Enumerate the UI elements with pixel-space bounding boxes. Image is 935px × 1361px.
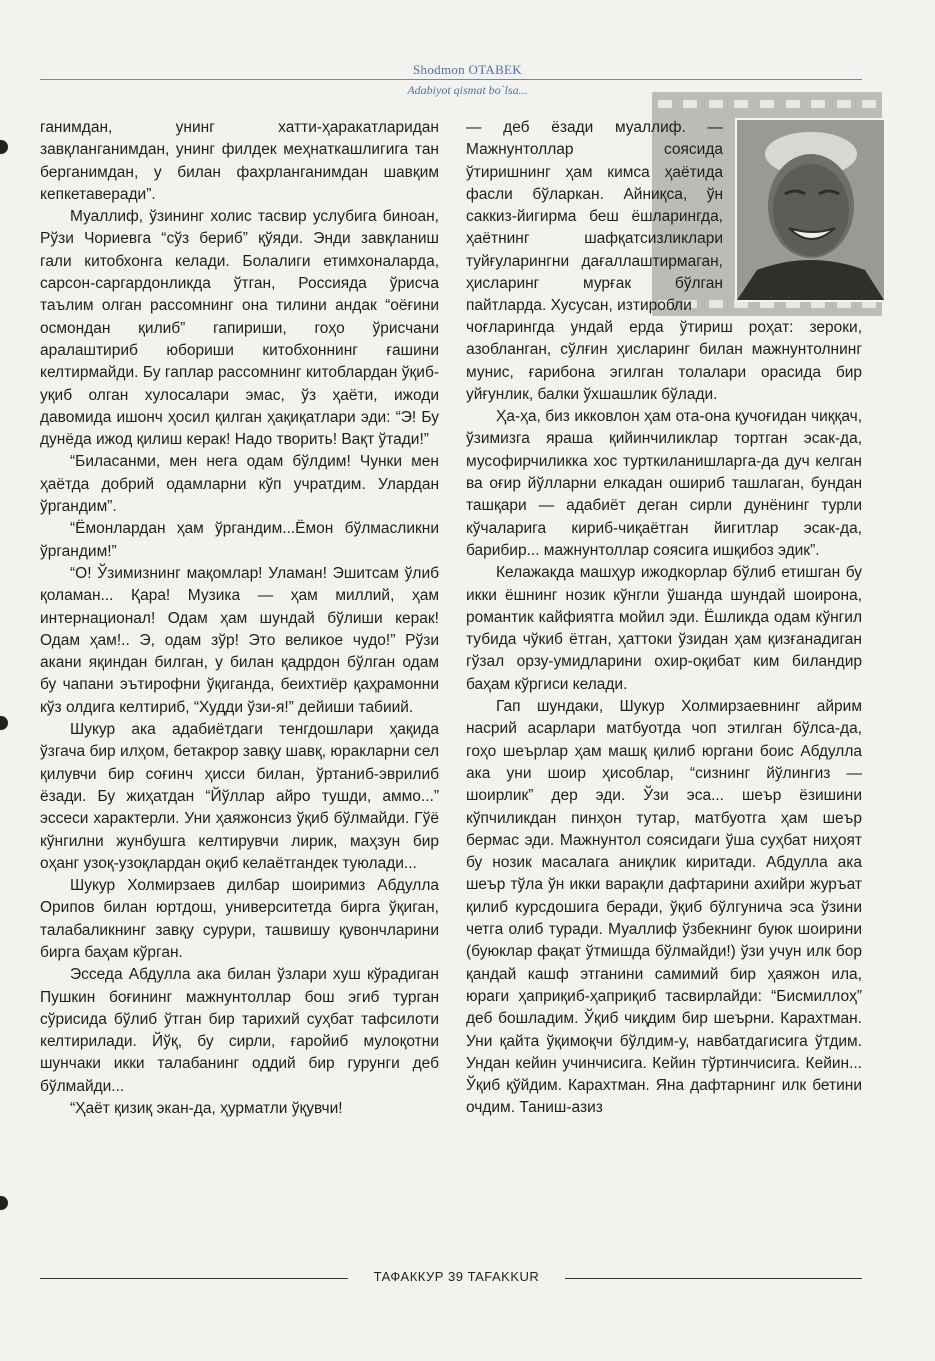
left-text-column — [40, 117, 439, 1120]
paragraph: Келажакда машҳур ижодкорлар бўлиб етишган бу икки ёшнинг нозик кўнгли ўшанда шундай шоирона, романтик кайфиятга мойил эди. Ёшликда одам кўнгил тубида чўкиб ётган, ҳаттоки ўзидан ҳам қизғанадиган гўзал орзу-умидларини охир-оқибат ким биландир баҳам кўргиси келади. — [466, 564, 862, 693]
paragraph: “Ёмонлардан ҳам ўргандим...Ёмон бўлмасликни ўргандим!” — [40, 520, 439, 560]
paragraph: “Биласанми, мен нега одам бўлдим! Чунки мен ҳаётда добрий одамларни кўп учратдим. Улардан ўргандим”. — [40, 453, 439, 516]
right-text-column-upper — [466, 117, 723, 318]
paragraph: Эсседа Абдулла ака билан ўзлари хуш кўрадиган Пушкин боғининг мажнунтоллар бош эгиб турган сўрисида бўлиб ўтган бир тарихий суҳбат тафсилоти келтирилади. Йўқ, бу сирли, ғаройиб мулоқотни шунчаки икки талабанинг оддий бир гурунги деб бўлмайди... — [40, 966, 439, 1095]
paragraph: — деб ёзади муаллиф. — Мажнунтоллар соясида ўтиришнинг ҳам кимса ҳаётида фасли бўларкан. Айниқса, ўн саккиз-йигирма беш ёшларингда, ҳаётнинг шафқатсизликлари туйғуларингни дағаллаштирмаган, ҳисларинг мурғак бўлган пайтларда. Хусусан, изтиробли — [466, 119, 723, 315]
author-portrait-photo — [735, 118, 886, 302]
paragraph: “О! Ўзимизнинг мақомлар! Уламан! Эшитсам ўлиб қоламан... Қара! Музика — ҳам миллий, ҳам интернационал! Одам ҳам шундай бўлиши керак! Одам ҳам!.. Э, одам зўр! Это великое чудо!” Рўзи акани яқиндан билган, у билан қадрдон бўлган одам бу чапани эътирофни ўқиганда, беихтиёр қаҳрамонни кўз олдига келтириб, “Худди ўзи-я!” дейиши табиий. — [40, 564, 439, 716]
film-perforations-top — [652, 96, 882, 112]
footer-rule-left — [40, 1278, 348, 1279]
paragraph: Муаллиф, ўзининг холис тасвир услубига биноан, Рўзи Чориевга “сўз бериб” қўяди. Энди завқланиш гали китобхонга келади. Болалиги етимхоналарда, сарсон-саргардонликда ўтган, Россияда ўрисча таълим олган рассомнинг она тилини андак “оёғини осмондан қилиб” гапириши, гоҳо ўрисчани аралаштириб юбориши китобхоннинг ғашини келтирмайди. Бу гаплар рассомнинг китоблардан ўқиб-уқиб олган хулосалари эмас, ўз ҳаёти, ижоди давомида ишонч ҳосил қилган ҳақиқатлари эди: “Э! Бу дунёда ижод қилиш керак! Надо творить! Вақт ўтади!” — [40, 208, 439, 449]
footer — [348, 1269, 565, 1284]
paragraph: чоғларингда ундай ерда ўтириш роҳат: зероки, азобланган, сўлғин ҳисларинг билан мажнунтолнинг мунис, ғарибона эгилган толалари орасида бир уйғунлик, балки ўхшашлик бўлади. — [466, 319, 862, 403]
header-rule — [40, 79, 862, 80]
footer-rule-right — [565, 1278, 862, 1279]
page-number: 39 — [448, 1269, 464, 1284]
paragraph: “Ҳаёт қизиқ экан-да, ҳурматли ўқувчи! — [70, 1100, 343, 1118]
binder-hole — [0, 140, 8, 154]
paragraph: Ҳа-ҳа, биз икковлон ҳам ота-она қучоғидан чиққач, ўзимизга яраша қийинчиликлар тортган эсак-да, мусофирчиликка хос турткиланишларга-да дуч келган ва оғир йўлларни елкадан ошириб ташлаган, бундан ташқари — адабиёт деган сирли дунёнинг турли кўчаларига кириб-чиқаётган йигитлар эсак-да, барибир... мажнунтоллар соясига ишқибоз эдик”. — [466, 408, 862, 559]
binder-hole — [0, 716, 8, 730]
paragraph: ганимдан, унинг хатти-ҳаракатларидан завқланганимдан, унинг филдек меҳнаткашлигига тан берганимдан, у билан фахрланганимдан шавқим кепкетаверади”. — [40, 119, 439, 203]
paragraph: Гап шундаки, Шукур Холмирзаевнинг айрим насрий асарлари матбуотда чоп этилган бўлса-да, гоҳо шеърлар ҳам машқ қилиб юргани боис Абдулла ака уни шоир ҳисоблар, “сизнинг йўлингиз — шоирлик” дер эди. Ўзи эса... шеър ёзишини кўпчиликдан пинҳон тутар, матбуотга ҳам шеър бермас эди. Мажнунтол соясидаги ўша суҳбат ниҳоят бу нозик масалага аниқлик киритади. Абдулла ака шеър тўла ўн икки варақли дафтарини ахийри журъат қилиб курсдошига беради, ўқиб бўлгунича эса ўзини четга олиб туради. Муаллиф ўзбекнинг буюк шоирини (буюклар фақат ўтмишда бўлмайди!) ўзи учун илк бор қандай кашф этганини самимий бир ҳаяжон ила, юраги ҳаприқиб-ҳаприқиб тасвирлайди: “Бисмиллоҳ” деб бошладим. Ўқиб чиқдим бир шеърни. Карахтман. Уни қайта ўқимоқчи бўлдим-у, навбатдагисига ўтдим. Ундан кейин учинчисига. Кейин тўртинчисига. Кейин... Ўқиб қўйдим. Карахтман. Яна дафтарнинг илк бетини очдим. Таниш-азиз — [466, 698, 862, 1117]
running-header-title: Adabiyot qismat bo`lsa... — [407, 83, 528, 97]
footer-journal-cyrillic: ТАФАККУР — [373, 1269, 444, 1284]
binder-hole — [0, 1196, 8, 1210]
footer-journal-latin: TAFAKKUR — [467, 1269, 540, 1284]
portrait-illustration — [737, 120, 884, 300]
paragraph: Шукур Холмирзаев дилбар шоиримиз Абдулла Орипов билан юртдош, университетда бирга ўқиган, талабаликнинг завқу сурури, ташвишу қувончларини бирга баҳам кўрган. — [40, 877, 439, 961]
right-text-column — [466, 317, 862, 1120]
paragraph: Шукур ака адабиётдаги тенгдошлари ҳақида ўзгача бир илҳом, бетакрор завқу шавқ, юракларни сел қилувчи бир соғинч ҳисси билан, ўртаниб-эврилиб ёзади. Бу жиҳатдан “Йўллар айро тушди, аммо...” эссеси характерли. Уни ҳаяжонсиз ўқиб бўлмайди. Гўё кўнгилни жунбушга келтирувчи лирик, маҳзун бир оҳанг узоқ-узоқлардан оқиб келаётгандек туюлади... — [40, 721, 439, 872]
running-header-author: Shodmon OTABEK — [413, 62, 522, 77]
